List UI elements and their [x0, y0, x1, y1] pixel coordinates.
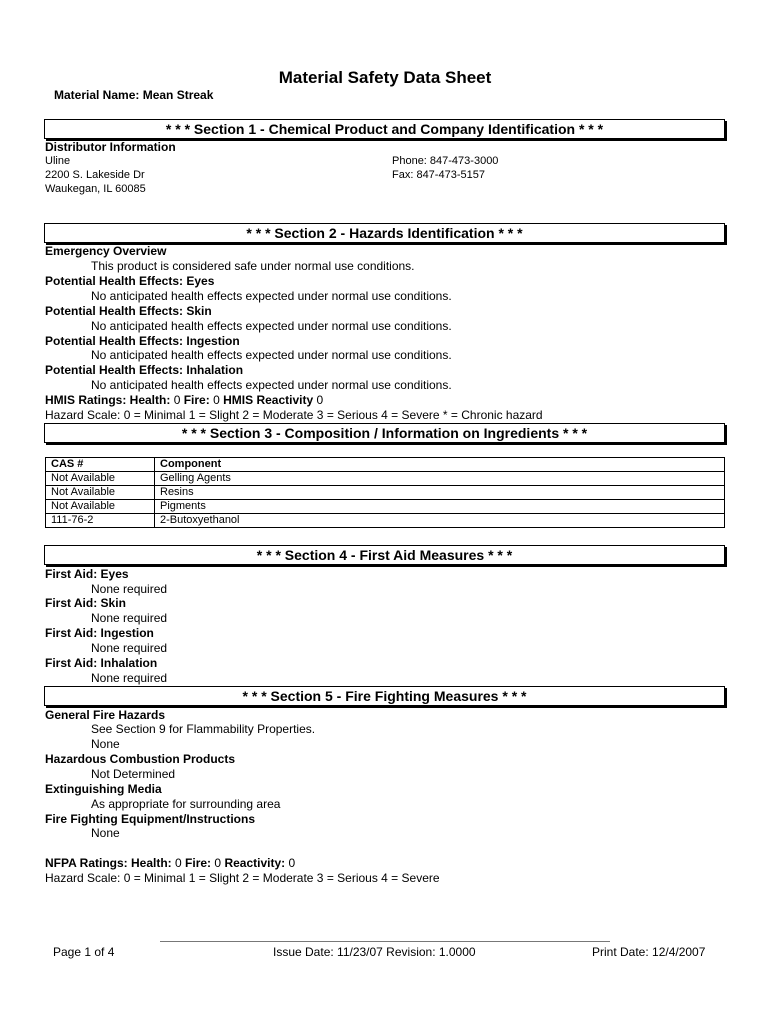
distributor-label: Distributor Information [45, 140, 176, 154]
section-2-header: * * * Section 2 - Hazards Identification * * * [44, 223, 725, 243]
health-ingestion-text: No anticipated health effects expected under normal use conditions. [91, 348, 452, 362]
company-address-line2: Waukegan, IL 60085 [45, 183, 146, 195]
footer-divider [160, 941, 610, 942]
material-name: Material Name: Mean Streak [54, 88, 214, 102]
hmis-fire-label: Fire: [183, 393, 210, 407]
health-skin-label: Potential Health Effects: Skin [45, 304, 212, 318]
table-row [46, 514, 725, 528]
extinguishing-media-label: Extinguishing Media [45, 782, 162, 796]
nfpa-reactivity-label: Reactivity: [224, 856, 286, 870]
health-eyes-label: Potential Health Effects: Eyes [45, 274, 215, 288]
hmis-reactivity-value: 0 [316, 393, 324, 407]
first-aid-skin-label: First Aid: Skin [45, 596, 126, 610]
nfpa-hazard-scale: Hazard Scale: 0 = Minimal 1 = Slight 2 = Moderate 3 = Serious 4 = Severe [45, 871, 440, 885]
first-aid-ingestion-text: None required [91, 641, 168, 655]
nfpa-fire-label: Fire: [185, 856, 212, 870]
combustion-products-text: Not Determined [91, 767, 176, 781]
hmis-hazard-scale: Hazard Scale: 0 = Minimal 1 = Slight 2 = Moderate 3 = Serious 4 = Severe * = Chronic hazard [45, 408, 543, 422]
table-header-row [46, 458, 725, 472]
component-cell: Pigments [155, 500, 725, 514]
first-aid-inhalation-text: None required [91, 671, 168, 685]
print-date: Print Date: 12/4/2007 [592, 945, 706, 959]
health-inhalation-label: Potential Health Effects: Inhalation [45, 363, 244, 377]
section-1-header: * * * Section 1 - Chemical Product and Company Identification * * * [44, 119, 725, 139]
combustion-products-label: Hazardous Combustion Products [45, 752, 236, 766]
company-name: Uline [45, 155, 71, 167]
component-cell: 2-Butoxyethanol [155, 514, 725, 528]
document-title: Material Safety Data Sheet [278, 68, 492, 87]
table-row [46, 486, 725, 500]
health-ingestion-label: Potential Health Effects: Ingestion [45, 334, 240, 348]
issue-revision: Issue Date: 11/23/07 Revision: 1.0000 [273, 945, 476, 959]
first-aid-eyes-text: None required [91, 582, 168, 596]
section-3-header: * * * Section 3 - Composition / Information on Ingredients * * * [44, 423, 725, 443]
cas-cell: Not Available [46, 500, 155, 514]
nfpa-ratings [45, 856, 295, 870]
component-cell: Resins [155, 486, 725, 500]
general-fire-hazards-text: See Section 9 for Flammability Properties. [91, 722, 316, 736]
general-fire-hazards-none: None [91, 737, 120, 751]
table-row [46, 472, 725, 486]
hmis-fire-value: 0 [213, 393, 220, 407]
fire-equipment-label: Fire Fighting Equipment/Instructions [45, 812, 255, 826]
cas-cell: Not Available [46, 472, 155, 486]
hmis-ratings [45, 393, 323, 407]
composition-table [45, 457, 725, 528]
column-header-cas: CAS # [46, 458, 155, 472]
first-aid-skin-text: None required [91, 611, 168, 625]
table-row [46, 500, 725, 514]
nfpa-health-value: 0 [175, 856, 182, 870]
emergency-overview-text: This product is considered safe under normal use conditions. [91, 259, 415, 273]
emergency-overview-label: Emergency Overview [45, 244, 167, 258]
health-skin-text: No anticipated health effects expected under normal use conditions. [91, 319, 452, 333]
health-inhalation-text: No anticipated health effects expected under normal use conditions. [91, 378, 452, 392]
section-5-header: * * * Section 5 - Fire Fighting Measures * * * [44, 686, 725, 706]
nfpa-health-label: NFPA Ratings: Health: [45, 856, 172, 870]
cas-cell: Not Available [46, 486, 155, 500]
column-header-component: Component [155, 458, 725, 472]
hmis-health-label: HMIS Ratings: Health: [45, 393, 171, 407]
cas-cell: 111-76-2 [46, 514, 155, 528]
extinguishing-media-text: As appropriate for surrounding area [91, 797, 281, 811]
company-fax: Fax: 847-473-5157 [392, 169, 485, 181]
first-aid-eyes-label: First Aid: Eyes [45, 567, 129, 581]
section-4-header: * * * Section 4 - First Aid Measures * * * [44, 545, 725, 565]
hmis-health-value: 0 [173, 393, 181, 407]
first-aid-ingestion-label: First Aid: Ingestion [45, 626, 154, 640]
component-cell: Gelling Agents [155, 472, 725, 486]
general-fire-hazards-label: General Fire Hazards [45, 708, 166, 722]
hmis-reactivity-label: HMIS Reactivity [223, 393, 314, 407]
nfpa-fire-value: 0 [214, 856, 222, 870]
company-phone: Phone: 847-473-3000 [392, 155, 499, 167]
health-eyes-text: No anticipated health effects expected under normal use conditions. [91, 289, 452, 303]
first-aid-inhalation-label: First Aid: Inhalation [45, 656, 158, 670]
page-number: Page 1 of 4 [53, 945, 115, 959]
company-address-line1: 2200 S. Lakeside Dr [45, 169, 145, 181]
nfpa-reactivity-value: 0 [288, 856, 296, 870]
fire-equipment-text: None [91, 826, 120, 840]
